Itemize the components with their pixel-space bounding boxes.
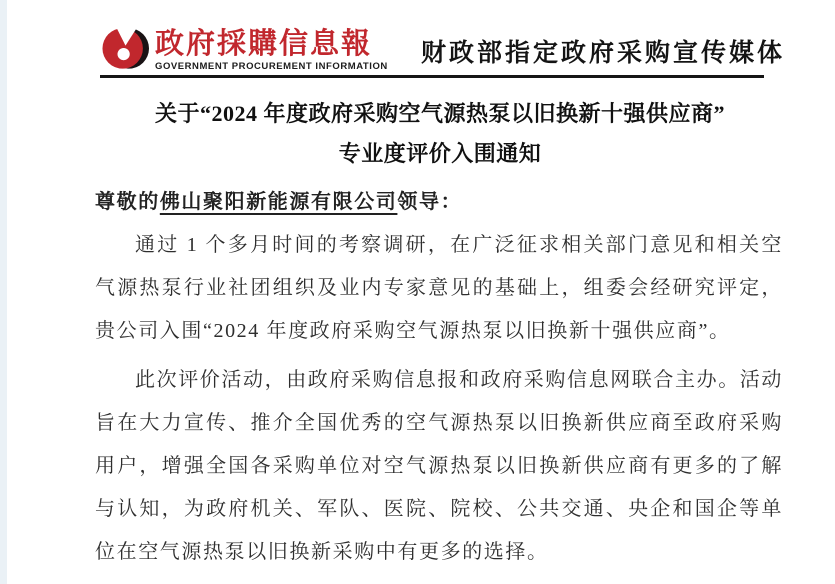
salutation-line (95, 181, 783, 224)
brand-name-english: GOVERNMENT PROCUREMENT INFORMATION (155, 60, 388, 72)
salutation-prefix: 尊敬的 (95, 191, 160, 213)
brand-text (155, 27, 388, 72)
masthead-tagline: 财政部指定政府采购宣传媒体 (420, 40, 785, 67)
scan-edge-strip (0, 0, 7, 584)
body-paragraph-2: 此次评价活动，由政府采购信息报和政府采购信息网联合主办。活动旨在大力宣传、推介全国优秀的空气源热泵以旧换新供应商至政府采购用户，增强全国各采购单位对空气源热泵以旧换新供应商有更多的了解与认知，为政府机关、军队、医院、院校、公共交通、央企和国企等单位在空气源热泵以旧换新采购中有更多的选择。 (95, 369, 783, 563)
company-name: 佛山聚阳新能源有限公司 (159, 191, 398, 213)
masthead-divider-rule (100, 75, 764, 78)
brand-logo (102, 24, 388, 71)
notice-title (95, 94, 785, 174)
notice-title-line1: 关于“2024 年度政府采购空气源热泵以旧换新十强供应商” (154, 101, 725, 126)
body-paragraph-1: 通过 1 个多月时间的考察调研，在广泛征求相关部门意见和相关空气源热泵行业社团组织及业内专家意见的基础上，组委会经研究评定，贵公司入围“2024 年度政府采购空气源热泵以旧换新十强供应商”。 (95, 234, 783, 342)
notice-title-line2: 专业度评价入围通知 (338, 141, 542, 166)
notice-body (95, 181, 783, 574)
salutation-suffix: 领导： (397, 191, 463, 213)
gpi-logo-icon (102, 24, 149, 71)
masthead (0, 0, 835, 75)
brand-name-chinese: 政府採購信息報 (155, 27, 373, 60)
